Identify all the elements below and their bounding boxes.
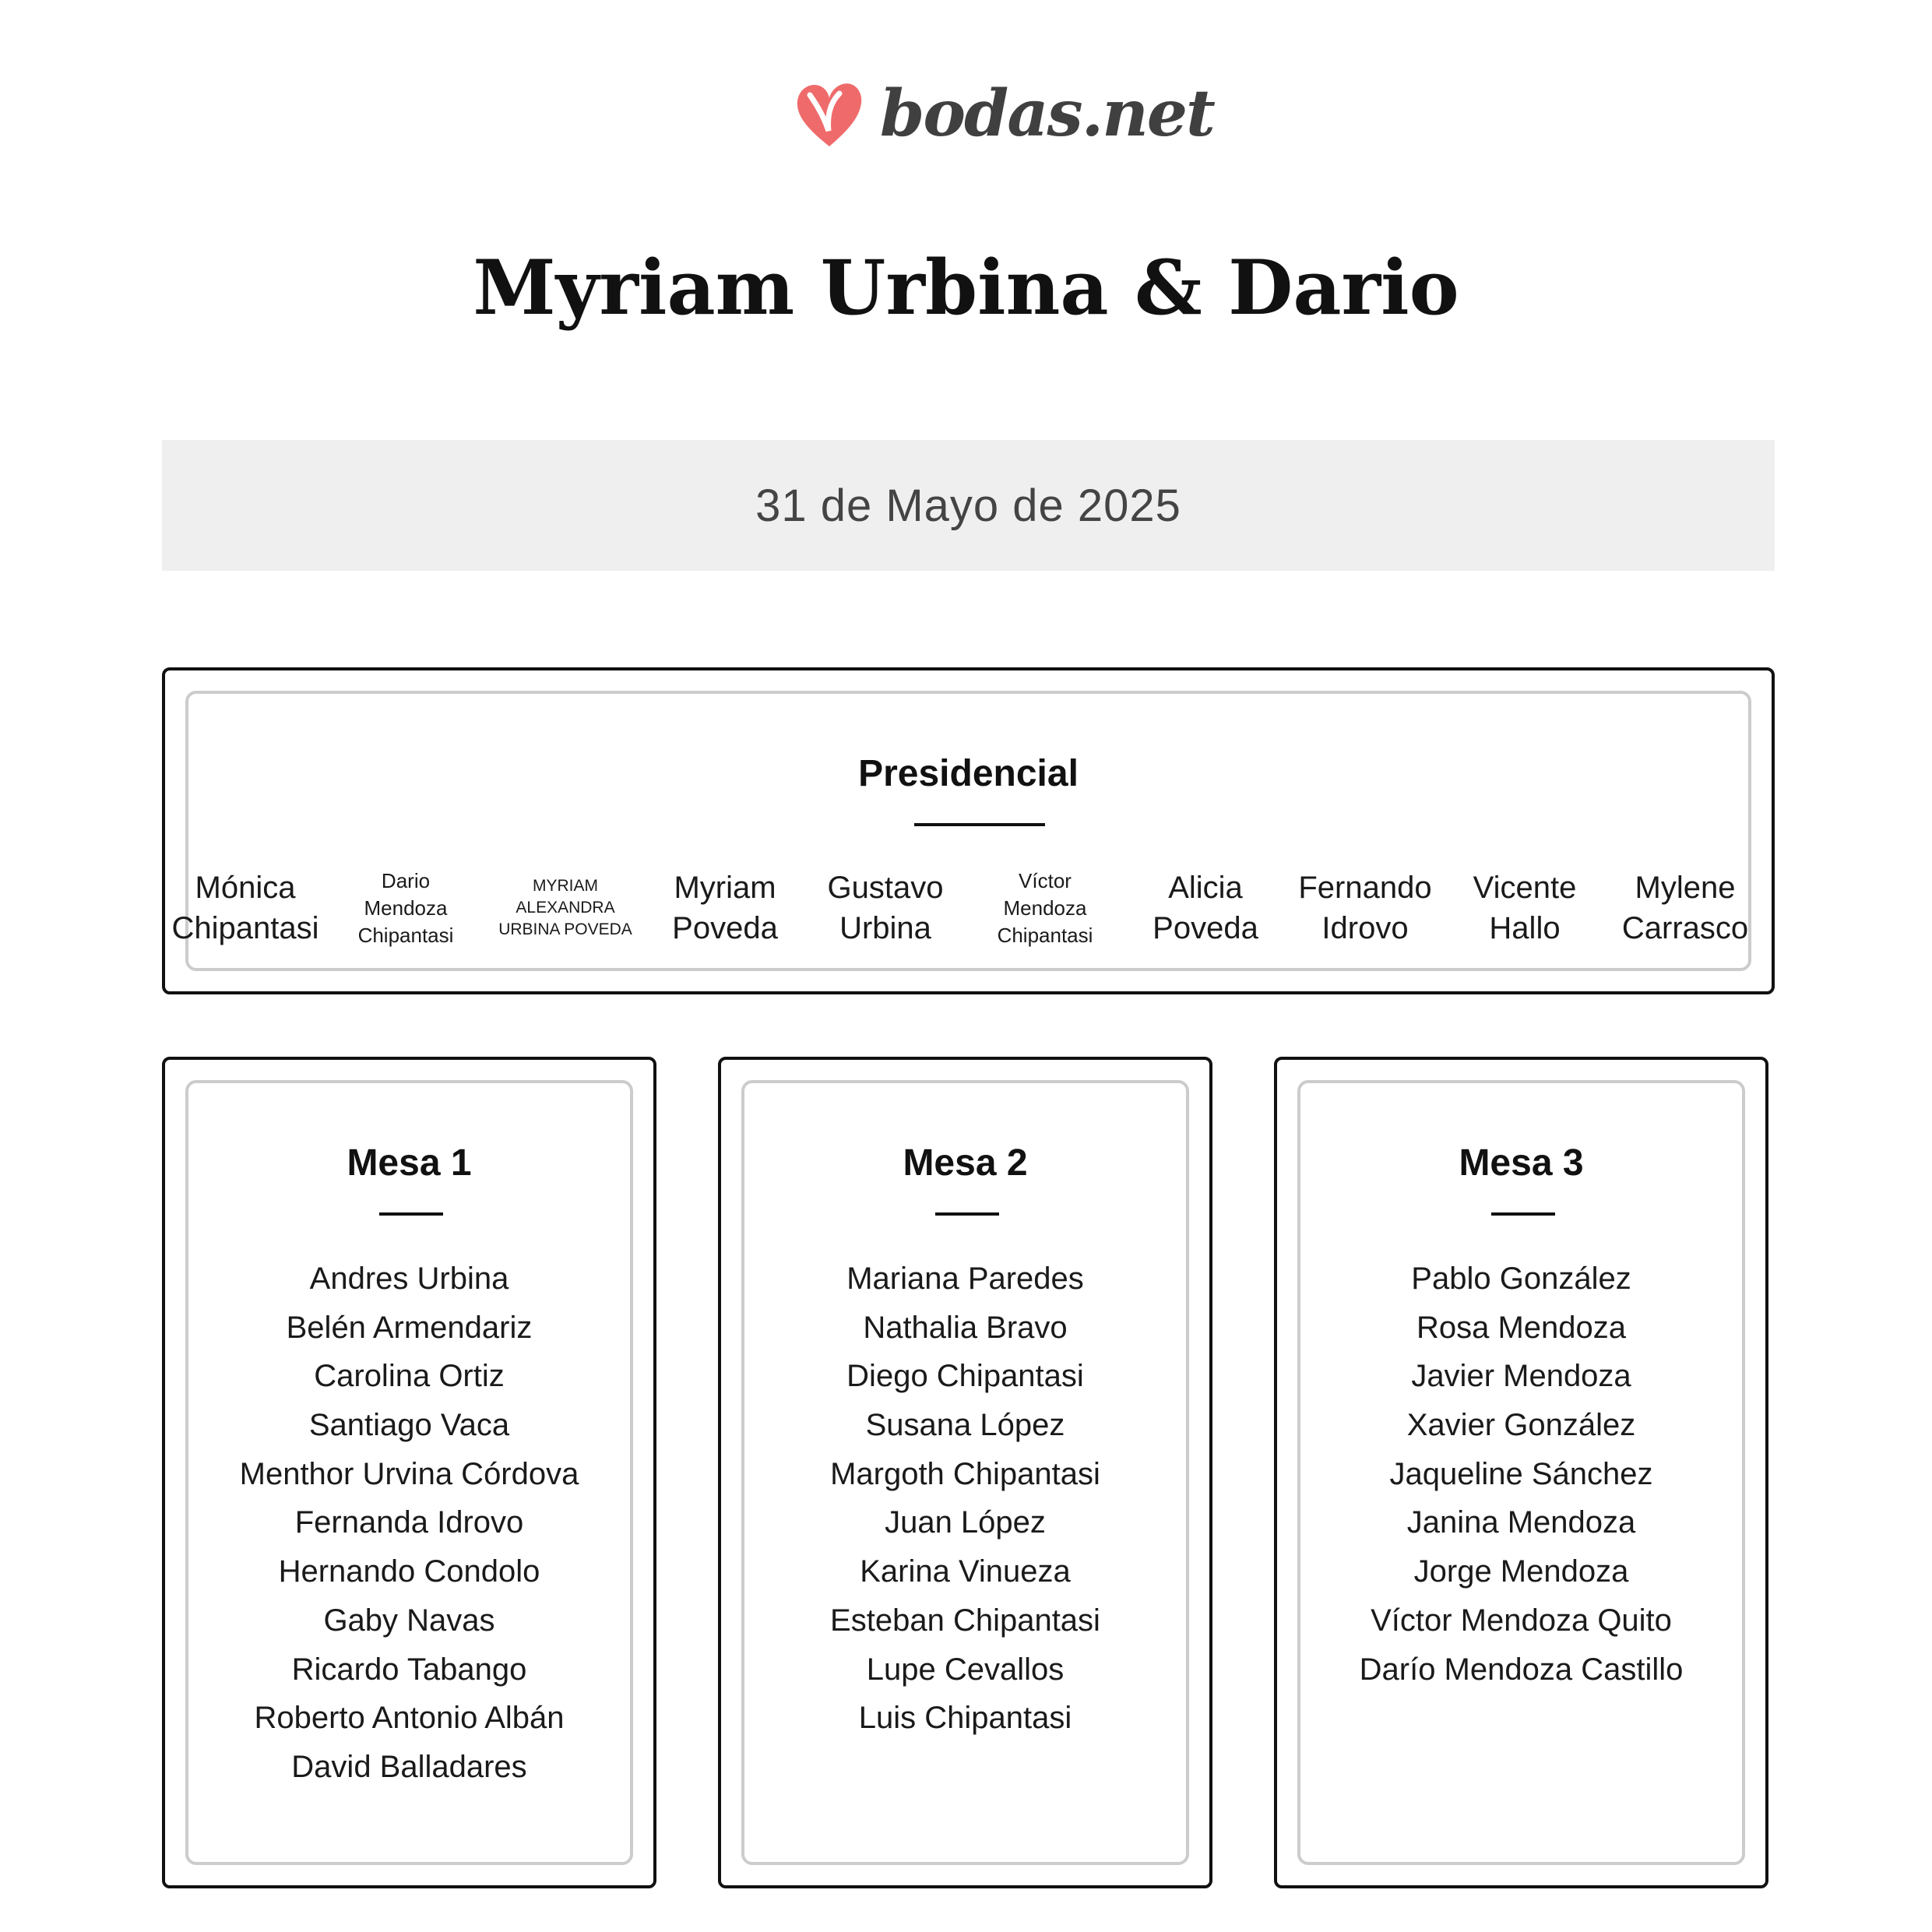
guest-name: Esteban Chipantasi — [830, 1603, 1100, 1638]
seat-name: Vicente Hallo — [1473, 871, 1577, 945]
seat-name: Gustavo Urbina — [827, 871, 944, 945]
guest-list — [1277, 1255, 1765, 1694]
seat-name: Fernando Idrovo — [1298, 871, 1432, 945]
guest-name: Jorge Mendoza — [1413, 1554, 1629, 1589]
heart-logo-icon — [794, 79, 864, 153]
table-title: Presidencial — [858, 753, 1079, 794]
guest-name: Fernanda Idrovo — [294, 1505, 524, 1540]
title-divider — [935, 1212, 999, 1216]
date-banner — [162, 440, 1775, 571]
guest-name: Margoth Chipantasi — [830, 1456, 1100, 1491]
guest-name: Carolina Ortiz — [314, 1359, 505, 1394]
guest-name: Andres Urbina — [309, 1262, 509, 1296]
bodas-net-logo — [794, 76, 1214, 156]
table-card-mesa-2 — [718, 1057, 1212, 1888]
guest-name: Karina Vinueza — [860, 1554, 1071, 1589]
brand-wordmark: bodas.net — [880, 76, 1214, 151]
table-title: Mesa 3 — [1459, 1142, 1584, 1184]
guest-name: Diego Chipantasi — [846, 1359, 1084, 1394]
table-title: Mesa 2 — [903, 1142, 1028, 1184]
guest-name: Víctor Mendoza Quito — [1371, 1603, 1672, 1638]
guest-name: David Balladares — [291, 1749, 527, 1784]
guest-name: Lupe Cevallos — [866, 1652, 1065, 1687]
guest-name: Nathalia Bravo — [863, 1310, 1068, 1345]
seat-name: Alicia Poveda — [1153, 871, 1258, 945]
guest-name: Menthor Urvina Córdova — [239, 1456, 579, 1491]
guest-list — [721, 1255, 1209, 1743]
seat-name: MYRIAM ALEXANDRA URBINA POVEDA — [498, 877, 632, 938]
seat-name: Mónica Chipantasi — [171, 871, 319, 945]
title-divider — [1491, 1212, 1555, 1216]
wedding-date: 31 de Mayo de 2025 — [755, 480, 1181, 531]
table-title: Mesa 1 — [347, 1142, 472, 1184]
guest-name: Belén Armendariz — [286, 1310, 533, 1345]
table-card-mesa-1 — [162, 1057, 656, 1888]
title-divider — [379, 1212, 443, 1216]
guest-name: Janina Mendoza — [1406, 1505, 1636, 1540]
guest-name: Santiago Vaca — [308, 1408, 510, 1443]
table-card-presidencial — [162, 667, 1775, 994]
guest-list — [165, 1255, 653, 1792]
guest-name: Juan López — [885, 1505, 1046, 1540]
guest-name: Rosa Mendoza — [1416, 1310, 1627, 1345]
guest-name: Luis Chipantasi — [858, 1701, 1072, 1736]
seat-name: Mylene Carrasco — [1621, 871, 1749, 945]
seat-row — [165, 853, 1772, 962]
seat-name: Myriam Poveda — [672, 871, 778, 945]
guest-name: Hernando Condolo — [278, 1554, 540, 1589]
guest-name: Xavier González — [1406, 1408, 1636, 1443]
guest-name: Susana López — [865, 1408, 1065, 1443]
seat-name: Dario Mendoza Chipantasi — [357, 868, 454, 947]
guest-name: Gaby Navas — [323, 1603, 495, 1638]
title-divider — [914, 823, 1045, 826]
table-card-mesa-3 — [1274, 1057, 1768, 1888]
guest-name: Roberto Antonio Albán — [254, 1701, 565, 1736]
couple-title: Myriam Urbina & Dario — [473, 244, 1459, 332]
seat-name: Víctor Mendoza Chipantasi — [997, 868, 1093, 947]
guest-name: Javier Mendoza — [1411, 1359, 1631, 1394]
guest-name: Mariana Paredes — [846, 1262, 1084, 1296]
guest-name: Jaqueline Sánchez — [1389, 1456, 1653, 1491]
guest-name: Pablo González — [1411, 1262, 1631, 1296]
guest-name: Darío Mendoza Castillo — [1359, 1652, 1684, 1687]
guest-name: Ricardo Tabango — [291, 1652, 527, 1687]
